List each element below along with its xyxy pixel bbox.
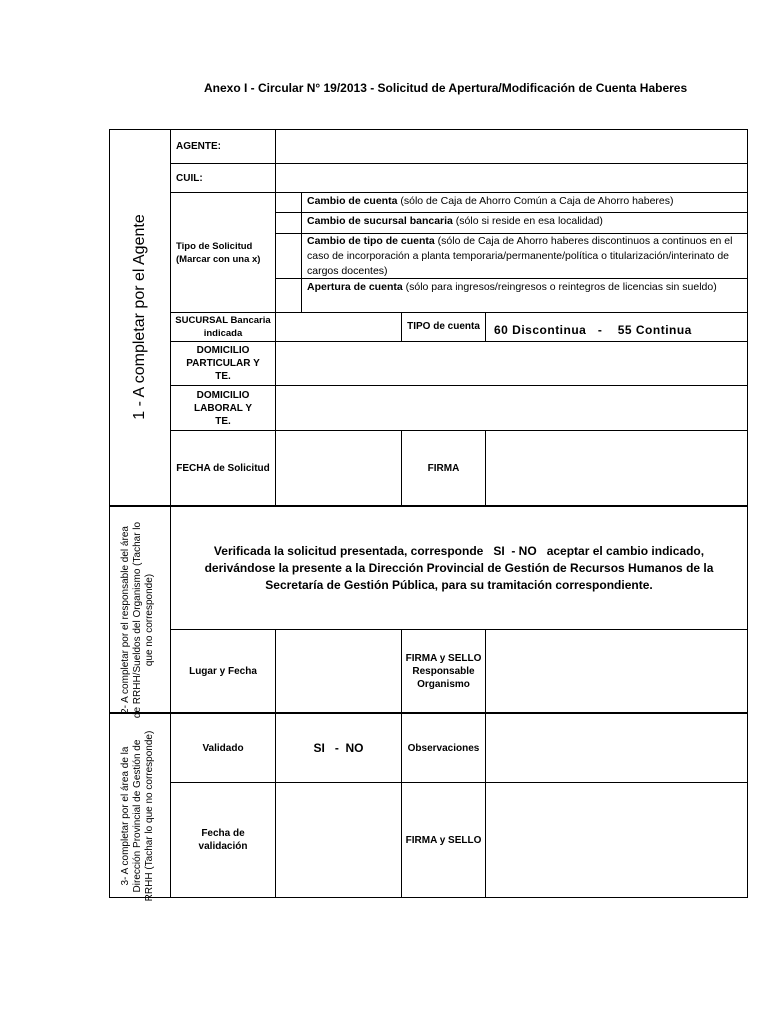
option-title: Apertura de cuenta [307,281,403,293]
lugar-fecha-field[interactable] [276,630,401,712]
option-title: Cambio de cuenta [307,195,398,207]
option-desc: (sólo para ingresos/reingresos o reintegros de licencias sin sueldo) [402,281,717,293]
fecha-validacion-label: Fecha de validación [198,828,248,852]
option-title: Cambio de tipo de cuenta [307,235,435,247]
tipo-cuenta-options[interactable]: 60 Discontinua - 55 Continua [494,322,692,337]
page-title: Anexo I - Circular N° 19/2013 - Solicitud de Apertura/Modificación de Cuenta Haberes [204,81,688,95]
option-desc: (sólo de Caja de Ahorro Común a Caja de Ahorro haberes) [397,195,674,207]
domicilio-laboral-field[interactable] [276,386,747,430]
observaciones-label: Observaciones [407,742,480,754]
section1-side-label: 1 - A completar por el Agente [131,214,148,420]
checkbox-cambio-cuenta[interactable] [276,193,301,212]
observaciones-field[interactable] [486,714,747,782]
section2-side-label: 2- A completar por el responsable del área de RRHH/Sueldos del Organismo (Tachar lo que no corresponde) [120,521,155,719]
lugar-fecha-label: Lugar y Fecha [189,665,257,677]
firma-sello-label: FIRMA y SELLO [405,834,482,846]
option-apertura [307,280,743,295]
agente-field[interactable] [276,130,747,163]
si-no-options[interactable]: SI - NO [313,740,364,755]
sucursal-label: SUCURSAL Bancaria indicada [175,315,271,339]
agente-label: AGENTE: [176,141,221,152]
firma-sello-responsable-field[interactable] [486,630,747,712]
fecha-solicitud-label: FECHA de Solicitud [176,462,270,474]
validado-label: Validado [202,742,244,754]
checkbox-apertura[interactable] [276,279,301,312]
firma-label: FIRMA [427,462,460,474]
fecha-validacion-field[interactable] [276,783,401,897]
cuil-field[interactable] [276,164,747,192]
cuil-label: CUIL: [176,172,203,184]
option-desc: (sólo de Caja de Ahorro haberes discontinuos a continuos en el caso de incorporación a planta temporaria/permanente/política o titularización/interinato de cargos docentes) [307,235,733,277]
option-title: Cambio de sucursal bancaria [307,215,453,227]
sucursal-field[interactable] [276,313,401,341]
tipo-cuenta-label: TIPO de cuenta [407,320,480,332]
domicilio-particular-field[interactable] [276,342,747,385]
firma-sello-responsable-label: FIRMA y SELLO Responsable Organismo [405,652,482,690]
firma-field[interactable] [486,431,747,505]
verification-statement: Verificada la solicitud presentada, corresponde SI - NO aceptar el cambio indicado, derivándose la presente a la Dirección Provincial de Gestión de Recursos Humanos de la Secretaría de Gestión Pública, para su tramitación correspondiente. [204,543,717,592]
firma-sello-field[interactable] [486,783,747,897]
checkbox-cambio-sucursal[interactable] [276,213,301,233]
checkbox-cambio-tipo[interactable] [276,234,301,278]
fecha-solicitud-field[interactable] [276,431,401,505]
option-cambio-cuenta [307,194,747,209]
option-cambio-tipo [307,234,743,279]
option-desc: (sólo si reside en esa localidad) [452,215,603,227]
domicilio-laboral-label: DOMICILIO LABORAL Y TE. [194,389,252,427]
option-cambio-sucursal [307,214,747,229]
domicilio-particular-label: DOMICILIO PARTICULAR Y TE. [186,345,260,382]
tipo-solicitud-label: Tipo de Solicitud (Marcar con una x) [176,240,261,265]
section3-side-label: 3- A completar por el área de la Dirección Provincial de Gestión de RRHH (Tachar lo que no corresponde) [120,730,155,902]
